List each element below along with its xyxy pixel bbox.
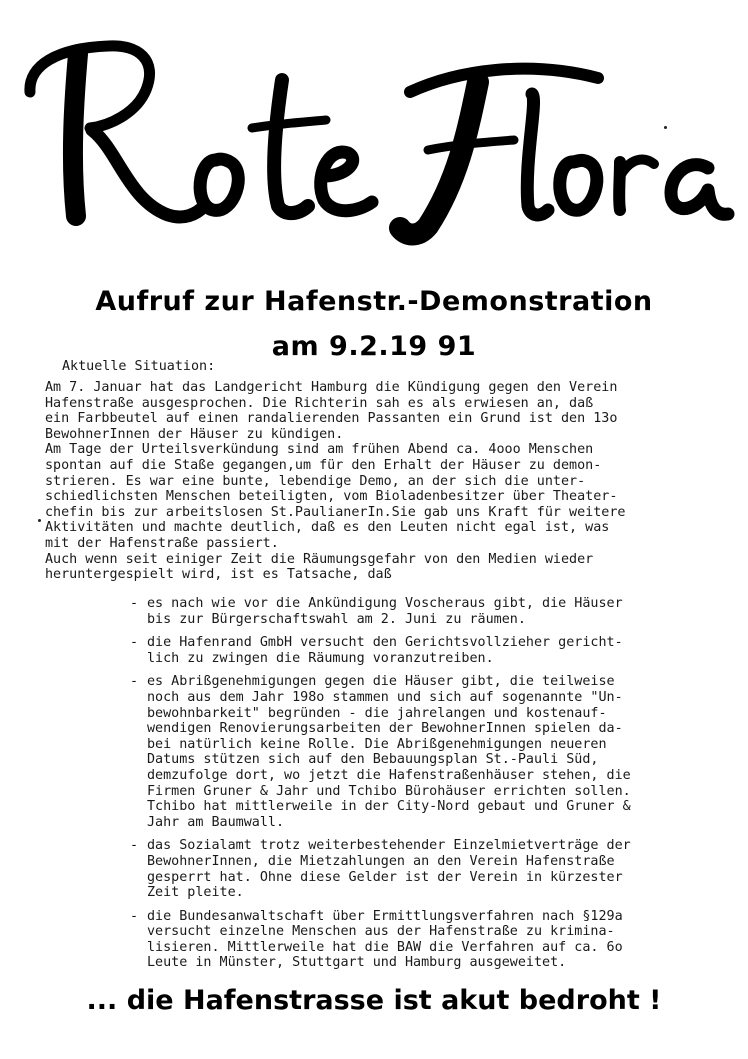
bullet-dash: - xyxy=(130,674,139,690)
bullet-text: die Bundesanwaltschaft über Ermittlungsverfahren nach §129a versucht einzelne Menschen aus der Hafenstraße zu krimina- lisieren. Mittlerweile hat die BAW die Verfahren auf ca. 6o Leute in Münster, Stuttgart und Hamburg ausgeweitet. xyxy=(147,908,623,971)
headline-title: Aufruf zur Hafenstr.-Demonstration xyxy=(95,286,653,317)
section-title: Aktuelle Situation: xyxy=(62,359,216,374)
bullet-text: es nach wie vor die Ankündigung Voscheraus gibt, die Häuser bis zur Bürgerschaftswahl am 2. Juni zu räumen. xyxy=(147,596,623,627)
bullet-text: das Sozialamt trotz weiterbestehender Einzelmietverträge der BewohnerInnen, die Mietzahlungen an den Verein Hafenstraße gesperrt hat. Ohne diese Gelder ist der Verein in kürzester Zeit pleite. xyxy=(147,838,631,901)
bullet-dash: - xyxy=(130,838,139,854)
headline-date: am 9.2.19 91 xyxy=(271,331,477,362)
bullet-text: die Hafenrand GmbH versucht den Gerichtsvollzieher gericht- lich zu zwingen die Räumung voranzutreiben. xyxy=(147,635,623,666)
list-item xyxy=(130,838,740,900)
list-item xyxy=(130,674,740,830)
bullet-dash: - xyxy=(130,596,139,611)
bullet-dash: - xyxy=(130,908,139,924)
bullet-dash: - xyxy=(130,635,139,651)
footer-slogan: ... die Hafenstrasse ist akut bedroht ! xyxy=(86,985,662,1016)
print-speck xyxy=(38,519,41,522)
bullet-list xyxy=(130,596,740,979)
list-item xyxy=(130,635,740,666)
rote-flora-logo xyxy=(8,10,740,250)
list-item xyxy=(130,596,740,627)
body-paragraph: Am 7. Januar hat das Landgericht Hamburg die Kündigung gegen den Verein Hafenstraße ausgesprochen. Die Richterin sah es als erwiesen an, daß ein Farbbeutel auf einen randalierenden Passanten ein Grund ist den 13o BewohnerInnen der Häuser zu kündigen. Am Tage der Urteilsverkündung sind am frühen Abend ca. 4ooo Menschen spontan auf die Staße gegangen,um für den Erhalt der Häuser zu demon- strieren. Es war eine bunte, lebendige Demo, an der sich die unter- schiedlichsten Menschen beteiligten, vom Bioladenbesitzer über Theater- chefin bis zur arbeitslosen St.PaulianerIn.Sie gab uns Kraft für weitere Aktivitäten und machte deutlich, daß es den Leuten nicht egal ist, was mit der Hafenstraße passiert. Auch wenn seit einiger Zeit die Räumungsgefahr von den Medien wieder heruntergespielt wird, ist es Tatsache, daß xyxy=(45,380,626,583)
bullet-text: es Abrißgenehmigungen gegen die Häuser gibt, die teilweise noch aus dem Jahr 198o stammen und sich auf sogenannte "Un- bewohnbarkeit" begründen - die jahrelangen und kostenauf- wendigen Renovierungsarbeiten der BewohnerInnen spielen da- bei natürlich keine Rolle. Die Abrißgenehmigungen neueren Datums stützen sich auf den Bebauungsplan St.-Pauli Süd, demzufolge dort, wo jetzt die Hafenstraßenhäuser stehen, die Firmen Gruner & Jahr und Tchibo Bürohäuser errichten sollen. Tchibo hat mittlerweile in der City-Nord gebaut und Gruner & Jahr am Baumwall. xyxy=(147,674,631,830)
list-item xyxy=(130,909,740,971)
print-speck xyxy=(664,126,667,129)
